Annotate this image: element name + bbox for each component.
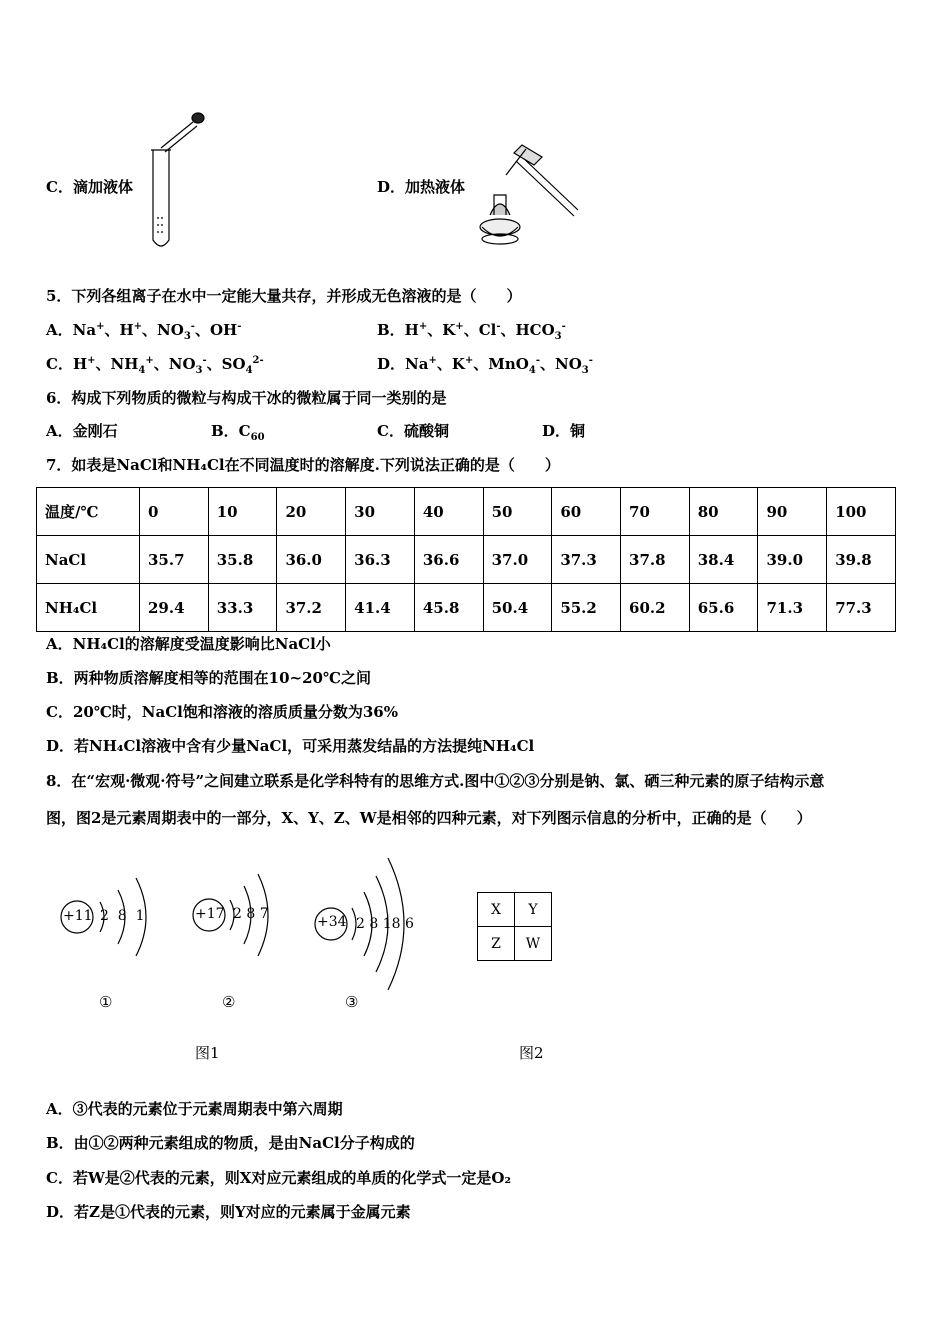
table-cell: 70 [621,488,690,536]
atom3-label: ③ [345,993,359,1011]
table-cell: 65.6 [689,584,758,632]
table-cell: 45.8 [414,584,483,632]
table-cell: 30 [346,488,415,536]
table-cell: 41.4 [346,584,415,632]
q6-option-d: D．铜 [542,422,586,440]
cell-z: Z [478,927,515,961]
table-cell: 10 [208,488,277,536]
q8-option-a: A．③代表的元素位于元素周期表中第六周期 [46,1100,343,1118]
table-cell: 100 [827,488,896,536]
figure1-label: 图1 [195,1044,220,1062]
table-cell: 0 [140,488,209,536]
q4-option-c: C．滴加液体 [46,178,133,196]
q5-option-d: D．Na+、K+、MnO$_4$-、$NO_3^-$ [377,355,593,376]
table-cell: 40 [414,488,483,536]
cell-w: W [515,927,552,961]
table-cell: 38.4 [689,536,758,584]
periodic-table-fragment [477,892,552,961]
q8-stem-line1: 8．在“宏观·微观·符号”之间建立联系是化学科特有的思维方式.图中①②③分别是钠、氯、硒三种元素的原子结构示意 [46,772,825,790]
table-cell: 77.3 [827,584,896,632]
table-cell: 37.2 [277,584,346,632]
atom1-label: ① [99,993,113,1011]
q6-option-a: A．金刚石 [46,422,118,440]
q5-stem: 5．下列各组离子在水中一定能大量共存，并形成无色溶液的是（ ） [46,287,522,305]
table-cell: 36.6 [414,536,483,584]
table-cell: 50.4 [483,584,552,632]
atom2-label: ② [222,993,236,1011]
heating-liquid-illustration [470,135,585,250]
q4-option-d: D．加热液体 [377,178,466,196]
cell-y: Y [515,893,552,927]
row-label-nh4cl: NH₄Cl [37,584,140,632]
table-cell: 39.8 [827,536,896,584]
table-cell: 80 [689,488,758,536]
q8-option-b: B．由①②两种元素组成的物质，是由NaCl分子构成的 [46,1134,415,1152]
q8-stem-line2: 图，图2是元素周期表中的一部分，X、Y、Z、W是相邻的四种元素，对下列图示信息的分析中，正确的是（ ） [46,809,812,827]
atom1-nucleus: +11 [63,908,93,924]
table-row-nacl [37,536,896,584]
q7-option-c: C．20℃时，NaCl饱和溶液的溶质质量分数为36% [46,703,398,721]
q7-option-d: D．若NH₄Cl溶液中含有少量NaCl，可采用蒸发结晶的方法提纯NH₄Cl [46,737,535,755]
q8-option-d: D．若Z是①代表的元素，则Y对应的元素属于金属元素 [46,1203,411,1221]
q6-stem: 6．构成下列物质的微粒与构成干冰的微粒属于同一类别的是 [46,389,447,407]
table-cell: 37.0 [483,536,552,584]
table-cell: 37.3 [552,536,621,584]
atom2-shells: 2 8 7 [233,906,269,922]
q8-option-c: C．若W是②代表的元素，则X对应元素组成的单质的化学式一定是O₂ [46,1169,512,1187]
table-cell: 55.2 [552,584,621,632]
table-row-nh4cl [37,584,896,632]
figure2-label: 图2 [519,1044,544,1062]
row-label-nacl: NaCl [37,536,140,584]
q6-option-b: B．$C_{60}$ [211,422,265,443]
cell-x: X [478,893,515,927]
table-cell: 37.8 [621,536,690,584]
q7-option-b: B．两种物质溶解度相等的范围在10~20℃之间 [46,669,371,687]
table-cell: 60 [552,488,621,536]
table-cell: 90 [758,488,827,536]
table-cell: 60.2 [621,584,690,632]
table-cell: 36.3 [346,536,415,584]
table-cell: 71.3 [758,584,827,632]
table-cell: 36.0 [277,536,346,584]
atom3-nucleus: +34 [317,914,347,930]
q7-stem: 7．如表是NaCl和NH₄Cl在不同温度时的溶解度.下列说法正确的是（ ） [46,456,560,474]
solubility-table [36,487,896,632]
table-cell: 35.8 [208,536,277,584]
table-cell: 33.3 [208,584,277,632]
test-tube-dropper-illustration [145,108,215,253]
header-temperature-label: 温度/℃ [37,488,140,536]
q5-option-b: B．H+、K+、Cl-、$HCO_3^-$ [377,321,566,342]
q5-option-c: C．H+、$NH_4^+$、$NO_3^-$、$SO_4^{2-}$ [46,355,264,376]
table-cell: 50 [483,488,552,536]
q5-option-a: A．Na+、H+、$NO_3^-$、OH- [46,321,242,342]
table-cell: 39.0 [758,536,827,584]
atom3-shells: 2 8 18 6 [356,916,414,932]
table-cell: 35.7 [140,536,209,584]
table-cell: 20 [277,488,346,536]
atom1-shells: 2 8 1 [100,908,145,924]
table-cell: 29.4 [140,584,209,632]
q7-option-a: A．NH₄Cl的溶解度受温度影响比NaCl小 [46,635,331,653]
q6-option-c: C．硫酸铜 [377,422,449,440]
table-row-temperature [37,488,896,536]
atom2-nucleus: +17 [195,906,225,922]
